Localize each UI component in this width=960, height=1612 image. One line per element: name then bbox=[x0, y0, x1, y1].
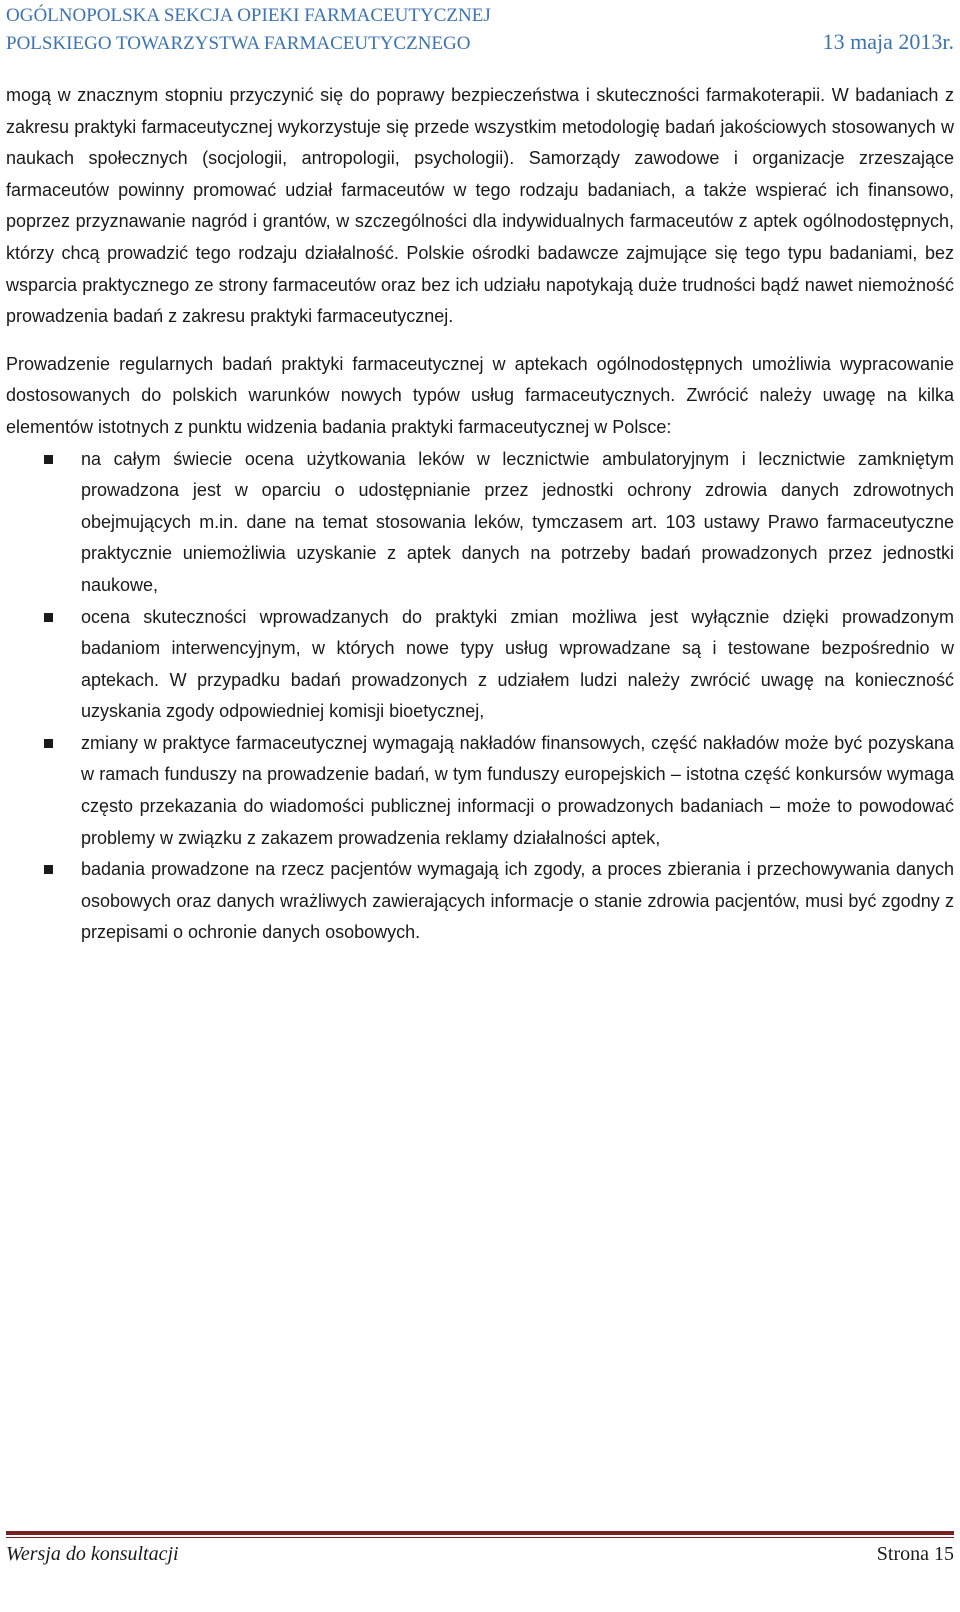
page-header bbox=[6, 2, 954, 62]
body-paragraph-1: mogą w znacznym stopniu przyczynić się do poprawy bezpieczeństwa i skuteczności farmakoterapii. W badaniach z zakresu praktyki farmaceutycznej wykorzystuje się przede wszystkim metodologię badań jakościowych stosowanych w naukach społecznych (socjologii, antropologii, psychologii). Samorządy zawodowe i organizacje zrzeszające farmaceutów powinny promować udział farmaceutów w tego rodzaju badaniach, a także wspierać ich finansowo, poprzez przyznawanie nagród i grantów, w szczególności dla indywidualnych farmaceutów z aptek ogólnodostępnych, którzy chcą prowadzić tego rodzaju działalność. Polskie ośrodki badawcze zajmujące się tego typu badaniami, bez wsparcia praktycznego ze strony farmaceutów oraz bez ich udziału napotykają duże trudności bądź nawet niemożność prowadzenia badań z zakresu praktyki farmaceutycznej. bbox=[6, 85, 954, 327]
bullet-text: na całym świecie ocena użytkowania leków w lecznictwie ambulatoryjnym i lecznictwie zamkniętym prowadzona jest w oparciu o udostępnianie przez jednostki ochrony zdrowia danych zdrowotnych obejmujących m.in. dane na temat stosowania leków, tymczasem art. 103 ustawy Prawo farmaceutyczne praktycznie uniemożliwia uzyskanie z aptek danych na potrzeby badań prowadzonych przez jednostki naukowe, bbox=[81, 448, 954, 595]
body-paragraph-2: Prowadzenie regularnych badań praktyki farmaceutycznej w aptekach ogólnodostępnych umożliwia wypracowanie dostosowanych do polskich warunków nowych typów usług farmaceutycznych. Zwrócić należy uwagę na kilka elementów istotnych z punktu widzenia badania praktyki farmaceutycznej w Polsce: bbox=[6, 353, 954, 437]
square-bullet-icon bbox=[44, 739, 53, 748]
bullet-item bbox=[6, 854, 954, 949]
bullet-item bbox=[6, 728, 954, 854]
bullet-text: zmiany w praktyce farmaceutycznej wymagają nakładów finansowych, część nakładów może być pozyskana w ramach funduszy na prowadzenie badań, w tym funduszy europejskich – istotna część konkursów wymaga często przekazania do wiadomości publicznej informacji o prowadzonych badaniach – może to powodować problemy w związku z zakazem prowadzenia reklamy działalności aptek, bbox=[81, 732, 954, 848]
bullet-item bbox=[6, 444, 954, 602]
page-footer bbox=[6, 1540, 954, 1568]
bullet-text: badania prowadzone na rzecz pacjentów wymagają ich zgody, a proces zbierania i przechowywania danych osobowych oraz danych wrażliwych zawierających informacje o stanie zdrowia pacjentów, musi być zgodny z przepisami o ochronie danych osobowych. bbox=[81, 859, 954, 943]
bullet-item bbox=[6, 602, 954, 728]
bullet-text: ocena skuteczności wprowadzanych do praktyki zmian możliwa jest wyłącznie dzięki prowadzonym badaniom interwencyjnym, w których nowe typy usług wprowadzane są i testowane bezpośrednio w aptekach. W przypadku badań prowadzonych z udziałem ludzi należy zwrócić uwagę na konieczność uzyskania zgody odpowiedniej komisji bioetycznej, bbox=[81, 606, 954, 722]
header-organization-line2: POLSKIEGO TOWARZYSTWA FARMACEUTYCZNEGO bbox=[6, 33, 471, 54]
footer-divider-thick bbox=[6, 1531, 954, 1535]
square-bullet-icon bbox=[44, 865, 53, 874]
footer-divider-thin bbox=[6, 1537, 954, 1538]
header-organization-line1: OGÓLNOPOLSKA SEKCJA OPIEKI FARMACEUTYCZNEJ bbox=[6, 5, 491, 26]
square-bullet-icon bbox=[44, 613, 53, 622]
header-date: 13 maja 2013r. bbox=[822, 29, 954, 54]
footer-page-number: Strona 15 bbox=[876, 1543, 954, 1565]
bullet-list bbox=[6, 444, 954, 950]
square-bullet-icon bbox=[44, 455, 53, 464]
header-row2 bbox=[6, 29, 954, 57]
footer-version-label: Wersja do konsultacji bbox=[6, 1543, 179, 1565]
document-body bbox=[6, 80, 954, 949]
